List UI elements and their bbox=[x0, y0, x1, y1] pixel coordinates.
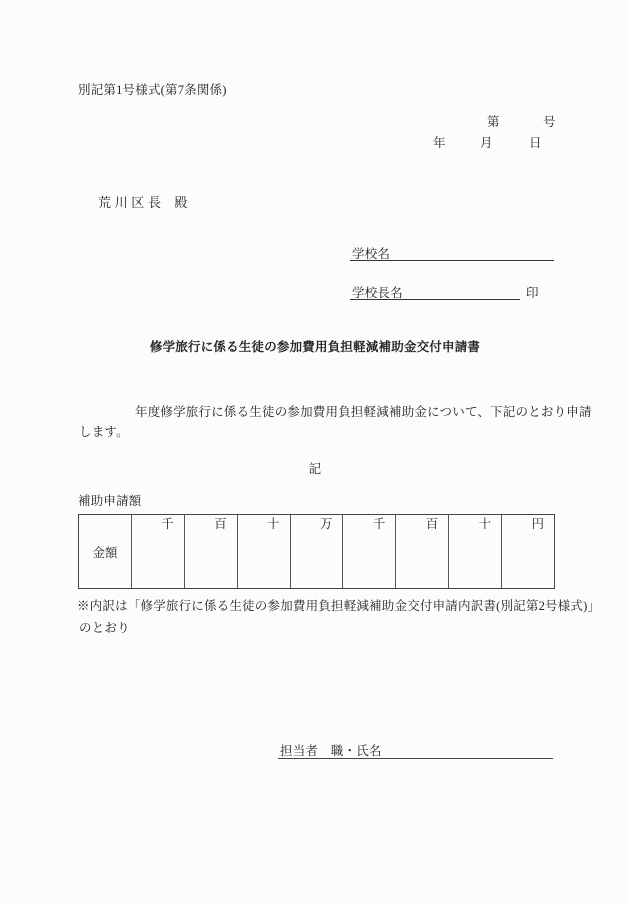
digit-place-label: 円 bbox=[531, 517, 545, 531]
form-id: 別記第1号様式(第7条関係) bbox=[78, 83, 227, 97]
amount-digit-column-5 bbox=[342, 515, 395, 588]
amount-table bbox=[78, 514, 555, 589]
addressee: 荒 川 区 長 殿 bbox=[98, 195, 188, 210]
school-name-field bbox=[350, 247, 554, 261]
amount-digit-column-1 bbox=[131, 515, 184, 588]
contact-person-field bbox=[278, 744, 553, 759]
seal-label: 印 bbox=[526, 286, 539, 300]
body-text-line1: 年度修学旅行に係る生徒の参加費用負担軽減補助金について、下記のとおり申請 bbox=[135, 405, 592, 419]
principal-name-label: 学校長名 bbox=[352, 286, 403, 300]
digit-place-label: 百 bbox=[214, 517, 227, 531]
principal-name-field bbox=[350, 286, 520, 300]
date-day-label: 日 bbox=[529, 136, 542, 150]
record-marker: 記 bbox=[308, 462, 322, 476]
digit-place-label: 万 bbox=[319, 517, 333, 531]
school-name-label: 学校名 bbox=[352, 247, 391, 261]
body-text-line2: します。 bbox=[79, 425, 129, 439]
amount-digit-column-4 bbox=[290, 515, 343, 588]
amount-section-label: 補助申請額 bbox=[78, 494, 142, 508]
digit-place-label: 十 bbox=[267, 517, 280, 531]
date-month-label: 月 bbox=[480, 136, 493, 150]
digit-place-label: 千 bbox=[372, 517, 386, 531]
amount-digit-column-3 bbox=[237, 515, 290, 588]
amount-digit-column-8 bbox=[501, 515, 554, 588]
amount-row-label: 金額 bbox=[92, 545, 118, 560]
amount-digit-column-6 bbox=[395, 515, 448, 588]
amount-row-label-cell bbox=[79, 515, 131, 588]
digit-place-label: 百 bbox=[425, 517, 439, 531]
contact-person-label: 担当者 職・氏名 bbox=[280, 744, 382, 758]
amount-digit-column-7 bbox=[448, 515, 501, 588]
digit-place-label: 千 bbox=[161, 517, 174, 531]
note-text-line2: のとおり bbox=[79, 621, 130, 635]
document-number-prefix: 第 bbox=[487, 115, 500, 129]
note-text-line1: ※内訳は「修学旅行に係る生徒の参加費用負担軽減補助金交付申請内訳書(別記第2号様式)」 bbox=[77, 599, 601, 613]
date-year-label: 年 bbox=[433, 136, 446, 150]
digit-place-label: 十 bbox=[478, 517, 492, 531]
document-title: 修学旅行に係る生徒の参加費用負担軽減補助金交付申請書 bbox=[149, 340, 481, 354]
amount-digit-column-2 bbox=[184, 515, 237, 588]
document-number-suffix: 号 bbox=[543, 115, 556, 129]
